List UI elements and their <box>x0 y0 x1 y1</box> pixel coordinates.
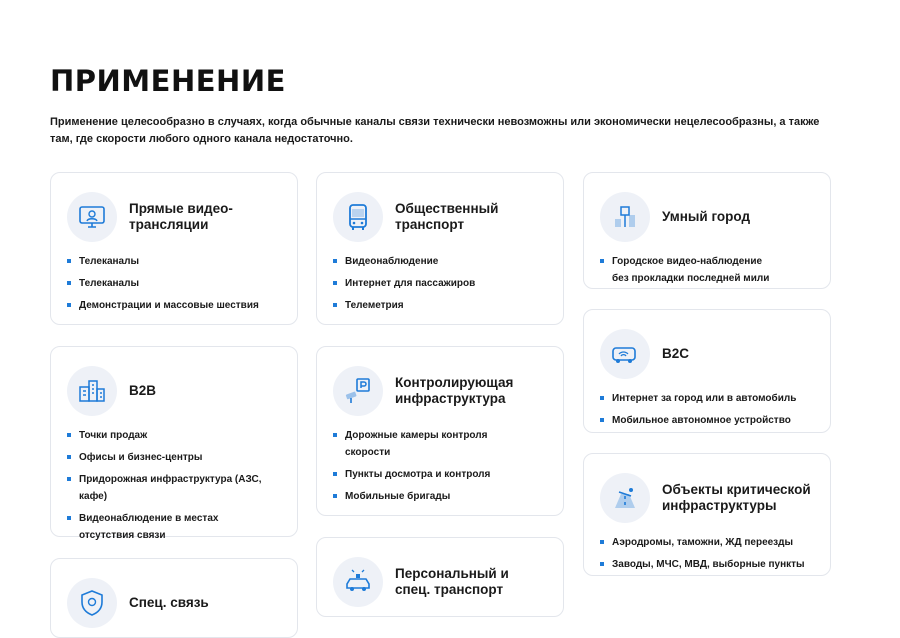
card-critical-infrastructure <box>583 453 831 576</box>
list-item: Интернет для пассажиров <box>333 275 547 292</box>
item-list <box>317 249 563 314</box>
list-item: Придорожная инфраструктура (АЗС, кафе) <box>67 471 281 505</box>
list-item: Аэродромы, таможни, ЖД переезды <box>600 534 814 551</box>
item-list <box>317 423 563 505</box>
list-item: Интернет за город или в автомобиль <box>600 390 814 407</box>
list-item: Заводы, МЧС, МВД, выборные пункты <box>600 556 814 573</box>
card-public-transport <box>316 172 564 325</box>
card-title: Общественный транспорт <box>395 201 499 232</box>
page-title: ПРИМЕНЕНИЕ <box>50 64 286 98</box>
card-b2b <box>50 346 298 541</box>
item-list <box>584 386 830 429</box>
van-wifi-icon <box>600 329 650 379</box>
list-item: Мобильное автономное устройство <box>600 412 814 429</box>
shield-gear-icon <box>67 578 117 628</box>
list-item: Демонстрации и массовые шествия <box>67 297 281 314</box>
video-stream-icon <box>67 192 117 242</box>
card-title: B2C <box>662 346 690 361</box>
card-title: Прямые видео-трансляции <box>129 201 233 232</box>
item-list <box>51 423 297 544</box>
card-smart-city <box>583 172 831 289</box>
smart-city-icon <box>600 192 650 242</box>
card-video-streaming <box>50 172 298 325</box>
list-item: Видеонаблюдение в местах отсутствия связи <box>67 510 267 544</box>
bus-icon <box>333 192 383 242</box>
list-item: Городское видео-наблюдение без прокладки последней мили <box>600 253 780 287</box>
list-item: Телеметрия <box>333 297 547 314</box>
list-item: Мобильные бригады <box>333 488 547 505</box>
card-title: Умный город <box>662 209 751 224</box>
item-list <box>51 249 297 314</box>
emergency-car-icon <box>333 557 383 607</box>
list-item: Точки продаж <box>67 427 281 444</box>
list-item: Офисы и бизнес-центры <box>67 449 281 466</box>
card-title: Персональный и спец. транспорт <box>395 566 509 597</box>
item-list <box>584 249 830 287</box>
list-item: Видеонаблюдение <box>333 253 547 270</box>
list-item: Дорожные камеры контроля скорости <box>333 427 493 461</box>
section-intro: Применение целесообразно в случаях, когда обычные каналы связи технически невозможны или экономически нецелесообразны, а также там, где скорости любого одного канала недостаточно. <box>50 116 820 145</box>
item-list <box>584 530 830 573</box>
list-item: Пункты досмотра и контроля <box>333 466 547 483</box>
list-item: Телеканалы <box>67 253 281 270</box>
card-title: Контролирующая инфраструктура <box>395 375 514 406</box>
card-personal-transport <box>316 537 564 617</box>
card-title: B2B <box>129 383 157 398</box>
card-title: Объекты критической инфраструктуры <box>662 482 811 513</box>
parking-camera-icon <box>333 366 383 416</box>
list-item: Телеканалы <box>67 275 281 292</box>
buildings-icon <box>67 366 117 416</box>
card-title: Спец. связь <box>129 595 209 610</box>
road-infrastructure-icon <box>600 473 650 523</box>
card-special-comms <box>50 558 298 638</box>
card-control-infrastructure <box>316 346 564 516</box>
card-b2c <box>583 309 831 433</box>
